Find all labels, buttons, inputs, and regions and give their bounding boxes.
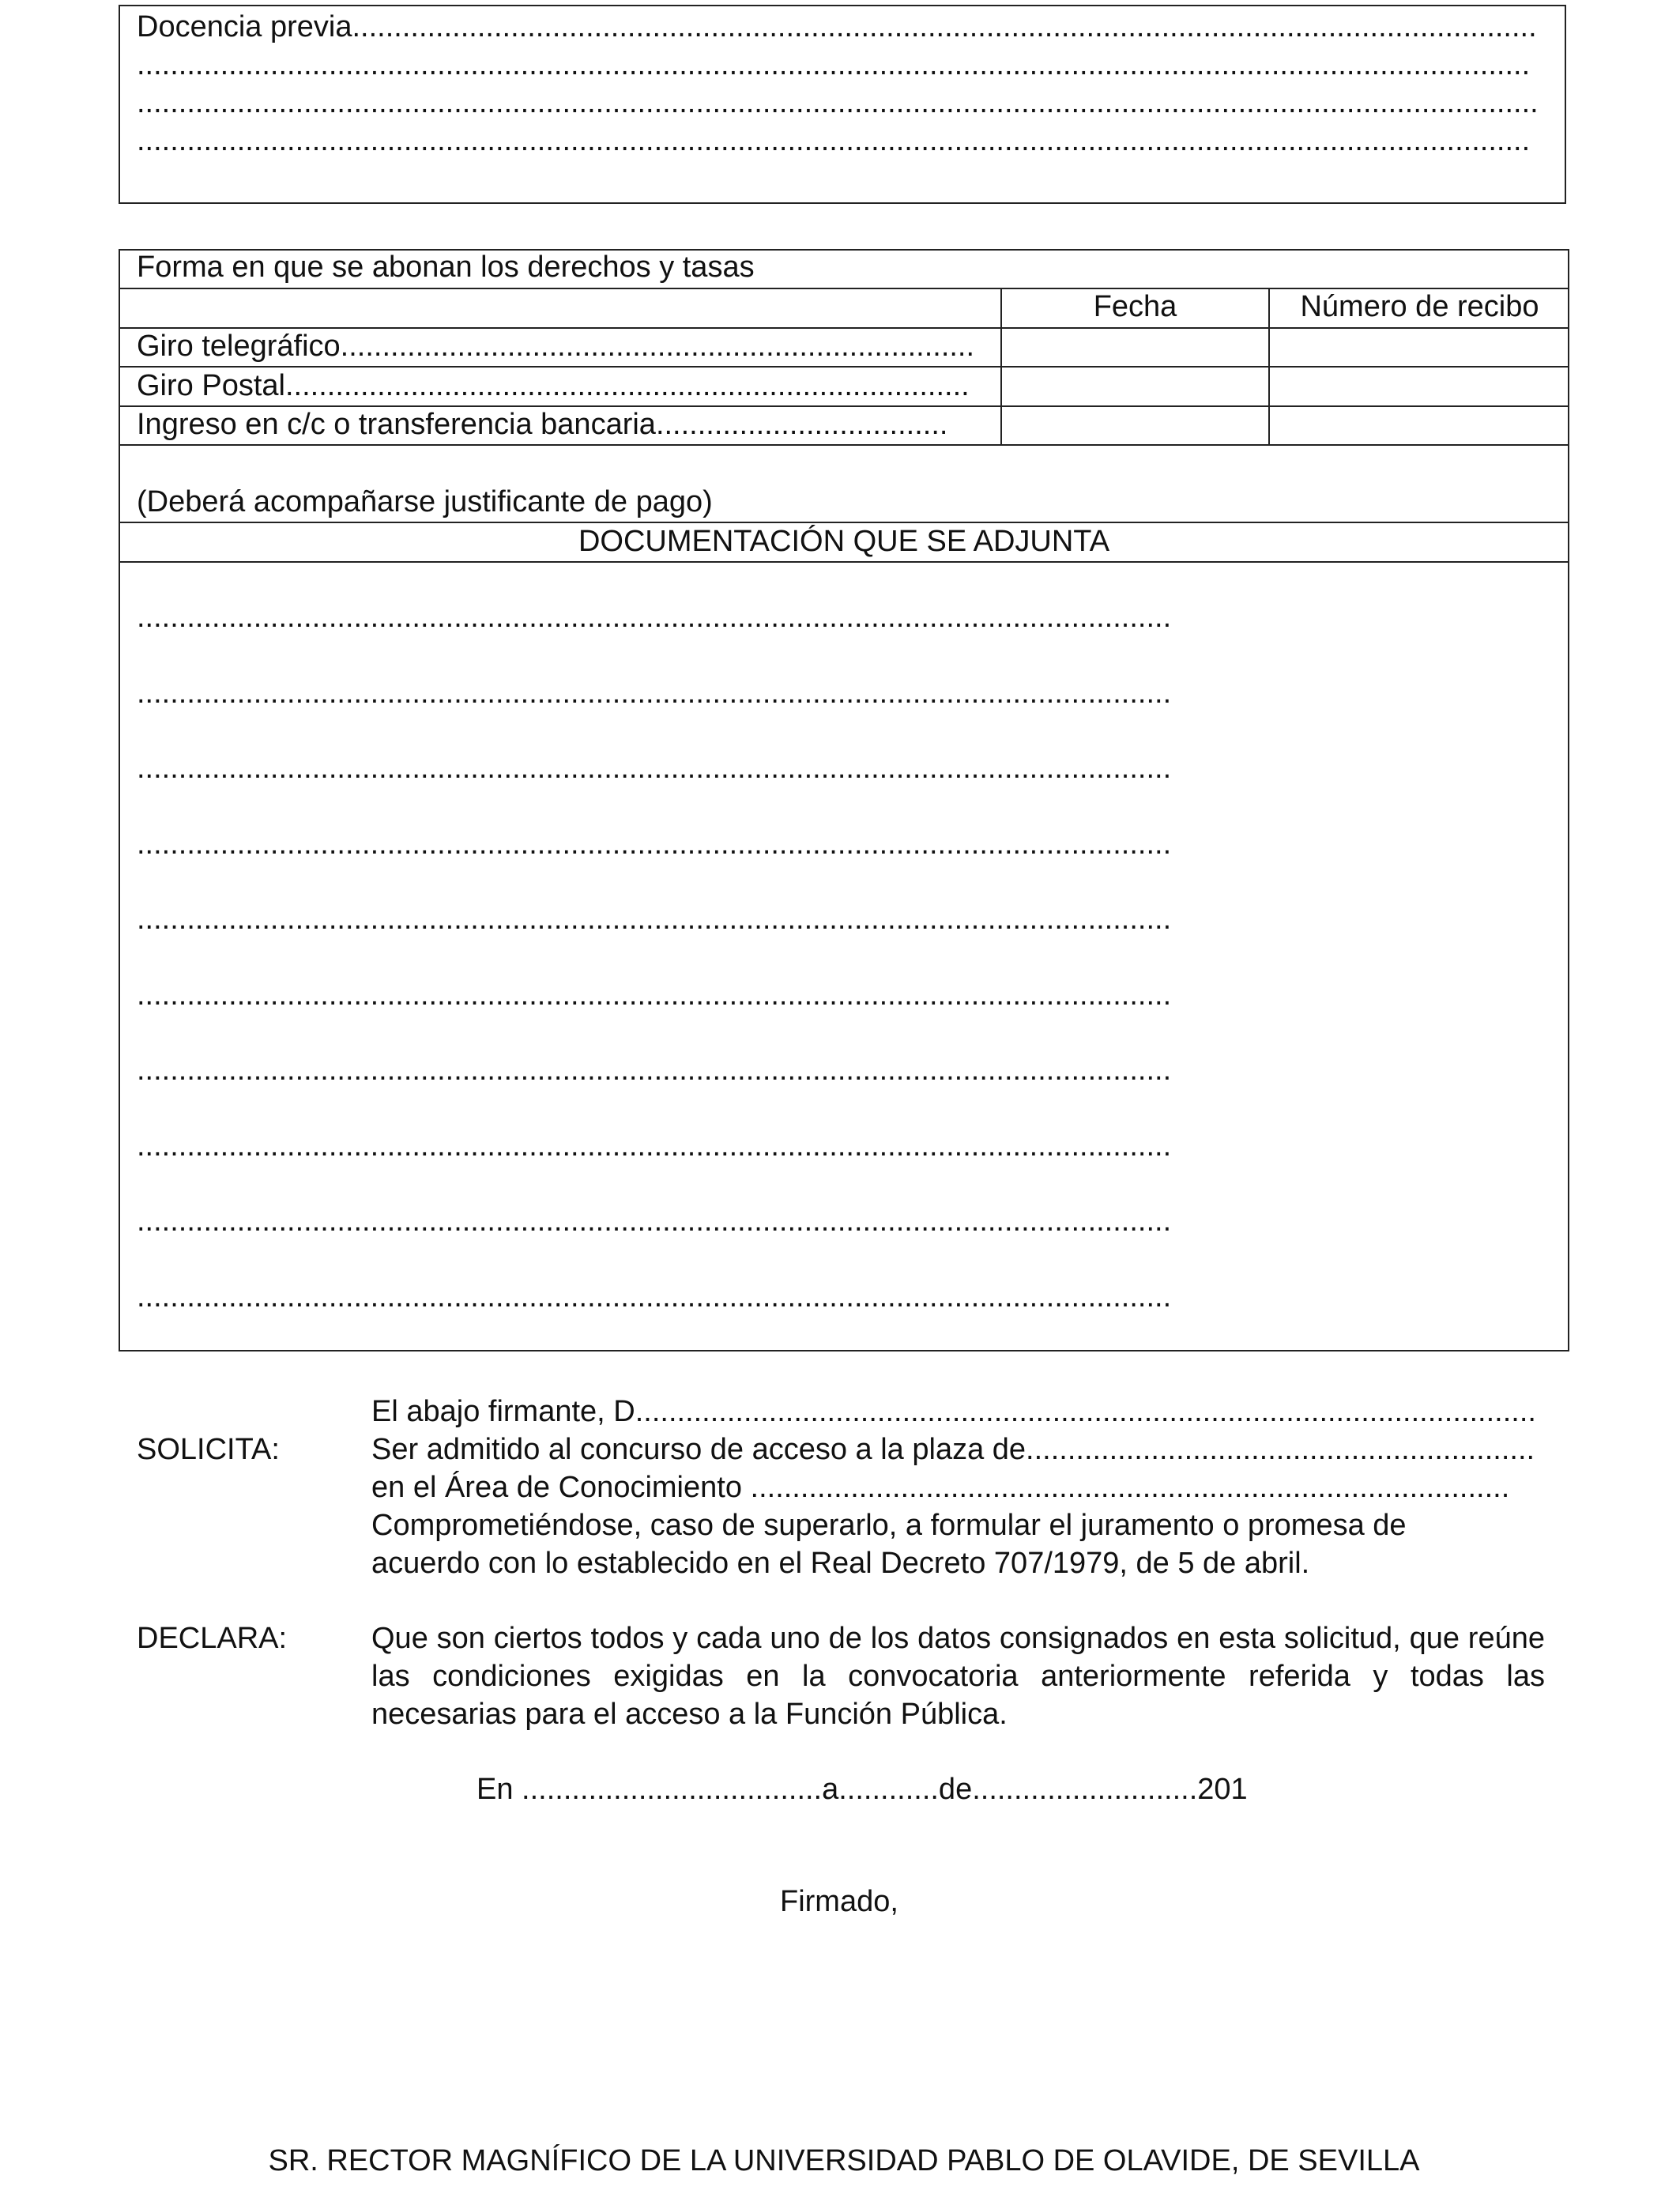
doc-line: ............................................................................................................................	[137, 978, 1172, 1012]
solicita-line-2-text: Ser admitido al concurso de acceso a la plaza de	[371, 1433, 1026, 1466]
solicita-line-1-dots: ............................................................................................................	[635, 1395, 1536, 1428]
doc-line: ............................................................................................................................	[137, 1054, 1172, 1087]
docencia-line-2: .......................................................................................................................................................................	[137, 48, 1531, 81]
doc-header-bottom-divider	[119, 561, 1569, 563]
doc-line: ............................................................................................................................	[137, 1280, 1172, 1314]
solicita-line-3-text: en el Área de Conocimiento	[371, 1471, 751, 1504]
payment-row-ingreso	[137, 405, 947, 443]
doc-line: ............................................................................................................................	[137, 1129, 1172, 1163]
doc-line: ............................................................................................................................	[137, 752, 1172, 785]
solicita-line-2	[371, 1431, 1535, 1468]
payment-row-dots: ...................................	[655, 408, 948, 441]
payment-row-label: Giro Postal	[137, 369, 285, 402]
fecha-column-header: Fecha	[1093, 290, 1177, 323]
payment-row-dots: ..................................................................................	[284, 369, 970, 402]
footer-recipient: SR. RECTOR MAGNÍFICO DE LA UNIVERSIDAD PABLO DE OLAVIDE, DE SEVILLA	[268, 2144, 1420, 2177]
declara-text: Que son ciertos todos y cada uno de los datos consignados en esta solicitud, que reúne las condiciones exigidas en la convocatoria anteriormente referida y todas las necesarias para el acceso a la Función Pública.	[371, 1622, 1545, 1731]
solicita-label: SOLICITA:	[137, 1433, 280, 1466]
payment-row-label: Ingreso en c/c o transferencia bancaria	[137, 408, 656, 441]
payment-row-giro-telegrafico	[137, 327, 974, 365]
solicita-line-1	[371, 1393, 1536, 1431]
payment-row-dots: ............................................................................	[340, 330, 975, 363]
solicita-line-4: Comprometiéndose, caso de superarlo, a formular el juramento o promesa de	[371, 1509, 1407, 1542]
firmado-label: Firmado,	[780, 1885, 898, 1918]
fecha-line: En ....................................a............de...........................201	[477, 1773, 1248, 1806]
docencia-line-3: ........................................................................................................................................................................	[137, 86, 1539, 119]
docencia-label: Docencia previa	[137, 10, 352, 43]
doc-line: ............................................................................................................................	[137, 601, 1172, 634]
doc-line: ............................................................................................................................	[137, 677, 1172, 710]
docencia-line-4: .......................................................................................................................................................................	[137, 124, 1531, 157]
solicita-line-5: acuerdo con lo establecido en el Real Decreto 707/1979, de 5 de abril.	[371, 1547, 1310, 1580]
docencia-line-1	[137, 8, 1537, 46]
solicita-line-3	[371, 1468, 1509, 1506]
doc-line: ............................................................................................................................	[137, 903, 1172, 936]
solicita-line-2-dots: .............................................................	[1026, 1433, 1535, 1466]
payment-note: (Deberá acompañarse justificante de pago)	[137, 485, 713, 518]
payment-row-label: Giro telegráfico	[137, 330, 341, 363]
payment-row-giro-postal	[137, 367, 970, 405]
solicita-line-1-text: El abajo firmante, D	[371, 1395, 635, 1428]
solicita-line-3-dots: ...........................................................................................	[750, 1471, 1510, 1504]
payment-divider-5	[119, 444, 1569, 446]
doc-header: DOCUMENTACIÓN QUE SE ADJUNTA	[578, 525, 1110, 558]
doc-line: ............................................................................................................................	[137, 1204, 1172, 1238]
docencia-dots-1: ..............................................................................................................................................	[352, 10, 1537, 43]
doc-line: ............................................................................................................................	[137, 827, 1172, 861]
recibo-column-header: Número de recibo	[1300, 290, 1539, 323]
declara-label: DECLARA:	[137, 1622, 288, 1655]
payment-title: Forma en que se abonan los derechos y tasas	[137, 251, 755, 284]
